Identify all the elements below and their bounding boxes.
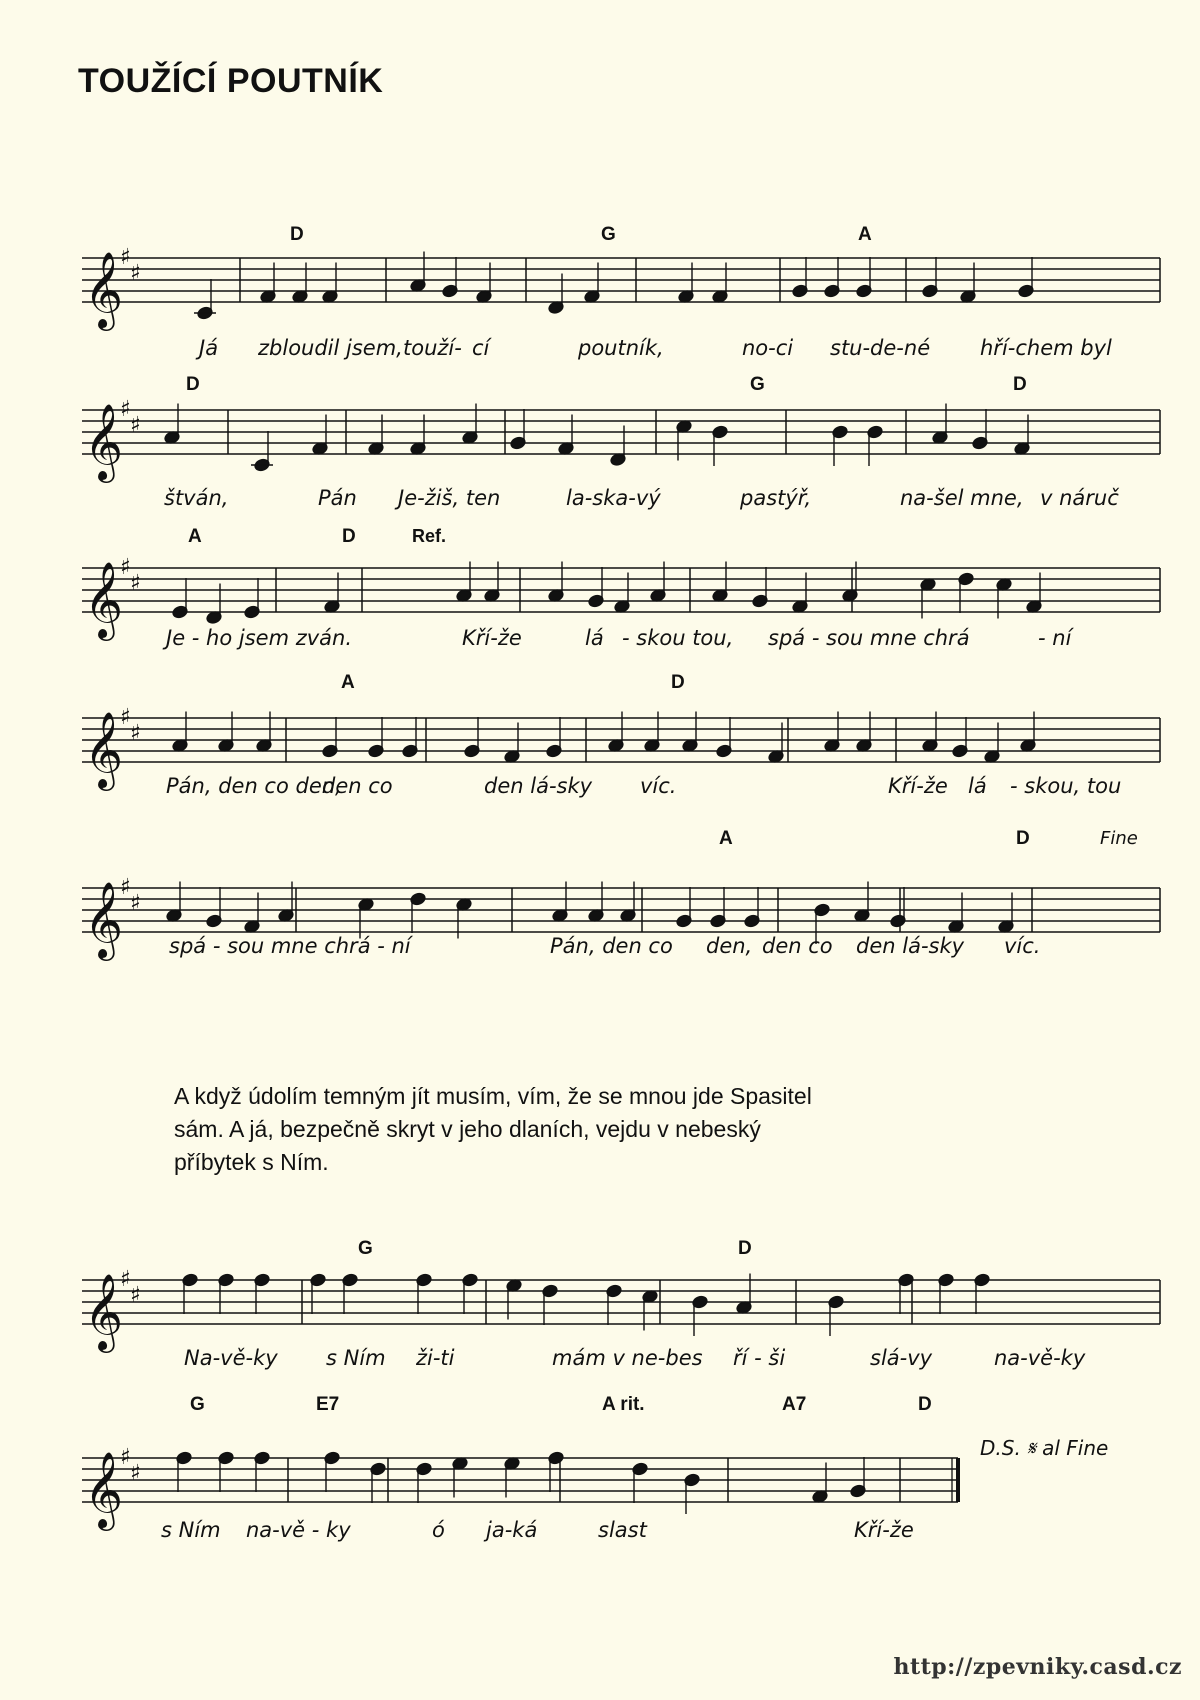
lyric: lá: [585, 626, 604, 650]
lyric: Kří-že: [854, 1518, 914, 1542]
staff-4: [0, 688, 1200, 788]
chord: G: [358, 1238, 373, 1259]
verse-text: [174, 1080, 1074, 1179]
song-title: TOUŽÍCÍ POUTNÍK: [78, 62, 384, 100]
lyric: ja-ká: [486, 1518, 538, 1542]
lyric: ó: [432, 1518, 445, 1542]
chord: D: [290, 224, 304, 245]
lyric: na-vě-ky: [994, 1346, 1086, 1370]
lyric: ří - ši: [733, 1346, 786, 1370]
sharp-icon: ♯: [120, 1445, 131, 1470]
ds-al-fine-mark: D.S. 𝄋 al Fine: [980, 1436, 1109, 1460]
lyric: ži-ti: [416, 1346, 455, 1370]
lyric: Kří-že: [462, 626, 522, 650]
lyric: pastýř,: [740, 486, 812, 510]
staff-6: [0, 1250, 1200, 1350]
lyric: - ní: [1038, 626, 1072, 650]
sharp-icon: ♯: [130, 571, 141, 596]
lyric: den co: [762, 934, 833, 958]
chord: D: [342, 526, 356, 547]
lyric: s Ním: [326, 1346, 386, 1370]
lyric: no-ci: [742, 336, 794, 360]
sharp-icon: ♯: [130, 261, 141, 286]
treble-clef-icon: 𝄞: [84, 561, 124, 638]
sharp-icon: ♯: [130, 413, 141, 438]
chord: A: [188, 526, 202, 547]
chord: G: [750, 374, 765, 395]
fine-mark: Fine: [1100, 828, 1138, 849]
lyric: Já: [199, 336, 219, 360]
lyric: lá: [968, 774, 987, 798]
chord: A7: [782, 1394, 807, 1415]
sharp-icon: ♯: [120, 397, 131, 422]
lyric: Je - ho jsem zván.: [166, 626, 353, 650]
lyric: stu-de-né: [830, 336, 931, 360]
lyric: touží-: [403, 336, 462, 360]
sharp-icon: ♯: [130, 721, 141, 746]
lyric: Na-vě-ky: [184, 1346, 278, 1370]
lyric: Pán, den co den,: [166, 774, 342, 798]
lyric: mám v ne-bes: [552, 1346, 703, 1370]
lyric: - skou tou,: [622, 626, 734, 650]
chord: A: [858, 224, 872, 245]
lyric: Pán: [318, 486, 357, 510]
lyric: spá - sou mne chrá - ní: [169, 934, 411, 958]
chord: D: [738, 1238, 752, 1259]
treble-clef-icon: 𝄞: [84, 251, 124, 328]
lyric: la-ska-vý: [566, 486, 661, 510]
refrain-mark: Ref.: [412, 526, 447, 546]
lyric: víc.: [640, 774, 677, 798]
chord: A rit.: [602, 1394, 645, 1415]
staff-1: [0, 228, 1200, 328]
lyric: s Ním: [161, 1518, 221, 1542]
lyric: den co: [322, 774, 393, 798]
treble-clef-icon: 𝄞: [84, 1273, 124, 1350]
footer-url: http://zpevniky.casd.cz: [893, 1654, 1182, 1680]
lyric: den,: [706, 934, 753, 958]
verse-line: A když údolím temným jít musím, vím, že se mnou jde Spasitel: [174, 1083, 812, 1109]
lyric: spá - sou mne chrá: [768, 626, 970, 650]
lyric: poutník,: [578, 336, 664, 360]
chord: A: [341, 672, 355, 693]
lyric: na-šel mne,: [900, 486, 1024, 510]
lyric: zbloudil jsem,: [258, 336, 403, 360]
chord: D: [918, 1394, 932, 1415]
lyric: slá-vy: [870, 1346, 933, 1370]
chord: G: [601, 224, 616, 245]
lyric: Je-žiš, ten: [398, 486, 501, 510]
chord: D: [186, 374, 200, 395]
lyric: štván,: [164, 486, 229, 510]
lyric: v náruč: [1040, 486, 1119, 510]
treble-clef-icon: 𝄞: [84, 403, 124, 480]
lyric: den lá-sky: [484, 774, 593, 798]
lyric: na-vě - ky: [246, 1518, 351, 1542]
treble-clef-icon: 𝄞: [84, 711, 124, 788]
sharp-icon: ♯: [120, 875, 131, 900]
chord: E7: [316, 1394, 340, 1415]
sharp-icon: ♯: [130, 891, 141, 916]
chord: D: [1016, 828, 1030, 849]
verse-line: sám. A já, bezpečně skryt v jeho dlaních, vejdu v nebeský: [174, 1116, 761, 1142]
treble-clef-icon: 𝄞: [84, 1451, 124, 1528]
sharp-icon: ♯: [120, 1267, 131, 1292]
sharp-icon: ♯: [120, 555, 131, 580]
lyric: slast: [598, 1518, 647, 1542]
staff-3: [0, 538, 1200, 638]
verse-line: příbytek s Ním.: [174, 1149, 329, 1175]
sharp-icon: ♯: [130, 1283, 141, 1308]
lyric: cí: [472, 336, 490, 360]
sharp-icon: ♯: [120, 245, 131, 270]
lyric: Kří-že: [888, 774, 948, 798]
chord: D: [671, 672, 685, 693]
lyric: Pán, den co: [550, 934, 673, 958]
chord: D: [1013, 374, 1027, 395]
lyric: víc.: [1004, 934, 1041, 958]
sharp-icon: ♯: [120, 705, 131, 730]
lyric: hří-chem byl: [980, 336, 1112, 360]
lyric: - skou, tou: [1010, 774, 1122, 798]
lyric: den lá-sky: [856, 934, 965, 958]
chord: G: [190, 1394, 205, 1415]
chord: A: [719, 828, 733, 849]
treble-clef-icon: 𝄞: [84, 881, 124, 958]
sharp-icon: ♯: [130, 1461, 141, 1486]
